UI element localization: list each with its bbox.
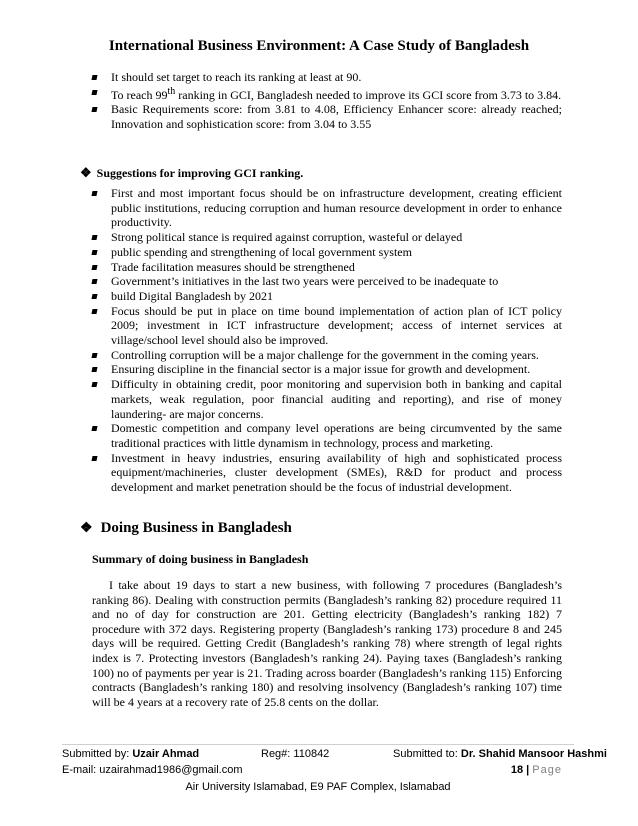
list-item-text: Investment in heavy industries, ensuring availability of high and sophisticated process equipment/machineries, cluster development (SMEs), R&D for product and process development and market penetration should be the focus of industrial development. (111, 450, 562, 495)
page-separator: | (526, 764, 530, 776)
footer-page-number (511, 764, 562, 776)
list-item-text: Strong political stance is required against corruption, wasteful or delayed (111, 230, 463, 245)
list-item-text: It should set target to reach its ranking at least at 90. (111, 70, 362, 84)
bullet-icon (91, 456, 97, 461)
bullet-icon (91, 309, 97, 314)
list-item (92, 362, 562, 377)
footer-institution: Air University Islamabad, E9 PAF Complex, Islamabad (185, 781, 451, 793)
submitted-by-label: Submitted by: (62, 748, 130, 760)
list-item (92, 304, 562, 348)
footer-email: E-mail: uzairahmad1986@gmail.com (62, 764, 243, 776)
footer-reg: Reg#: 110842 (261, 748, 330, 760)
list-item-text: Domestic competition and company level operations are being circumvented by the same traditional practices with little dynamism in technology, process and marketing. (111, 421, 562, 450)
section-heading-text: Doing Business in Bangladesh (100, 520, 292, 536)
page-word: Page (532, 764, 562, 776)
section-heading-doing-business (80, 520, 292, 537)
bullet-icon (91, 294, 97, 299)
list-item (92, 245, 562, 260)
list-item (92, 70, 562, 85)
list-item-text: First and most important focus should be on infrastructure development, creating efficient public institutions, reducing corruption and human resource development in order to enhance productivity. (111, 186, 562, 230)
list-item-text: Basic Requirements score: from 3.81 to 4.08, Efficiency Enhancer score: already reached; Innovation and sophistication score: from 3.04 to 3.55 (111, 102, 562, 132)
list-item-text-start: To reach 99 (111, 87, 168, 102)
bullet-icon (91, 382, 97, 387)
list-item (92, 230, 562, 245)
list-item-text: Difficulty in obtaining credit, poor monitoring and supervision both in banking and capital markets, weak regulation, poor financial auditing and reporting), and rise of money laundering- are major concerns. (111, 377, 562, 421)
gci-target-list (92, 70, 562, 132)
list-item (92, 102, 562, 131)
footer-submission-line (62, 748, 607, 762)
list-item-text: build Digital Bangladesh by 2021 (111, 288, 273, 303)
list-item-text: Controlling corruption will be a major challenge for the government in the coming years. (111, 347, 539, 362)
submitted-to-label: Submitted to: (393, 748, 458, 760)
list-item (92, 421, 562, 450)
list-item (92, 451, 562, 495)
footer-divider (62, 744, 574, 745)
footer-submitted-by (62, 748, 199, 760)
submitted-to-name: Dr. Shahid Mansoor Hashmi (460, 748, 607, 760)
list-item (92, 260, 562, 275)
bullet-icon (91, 367, 97, 372)
list-item (92, 85, 562, 103)
bullet-icon (91, 426, 97, 431)
bullet-icon (91, 279, 97, 284)
list-item-text: Focus should be put in place on time bound implementation of action plan of ICT policy 2009; investment in ICT infrastructure development; access of internet services at village/school level should also be improved. (111, 303, 562, 348)
ordinal-superscript: th (167, 85, 176, 97)
bullet-icon (91, 107, 97, 112)
list-item (92, 348, 562, 363)
list-item-text: Government’s initiatives in the last two years were perceived to be inadequate to (111, 274, 499, 289)
bullet-icon (91, 90, 97, 95)
list-item (92, 186, 562, 230)
subsection-heading: Summary of doing business in Bangladesh (92, 552, 309, 566)
list-item-text: public spending and strengthening of local government system (111, 244, 412, 259)
diamond-bullet-icon: ❖ (80, 521, 93, 536)
footer-submitted-to (393, 748, 607, 760)
bullet-icon (91, 353, 97, 358)
submitted-by-name: Uzair Ahmad (132, 748, 200, 760)
bullet-icon (91, 191, 97, 196)
section-heading-text: Suggestions for improving GCI ranking. (96, 166, 304, 180)
diamond-bullet-icon: ❖ (80, 165, 92, 180)
bullet-icon (91, 265, 97, 270)
list-item (92, 289, 562, 304)
doing-business-paragraph: I take about 19 days to start a new business, with following 7 procedures (Bangladesh’s ranking 86). Dealing with construction permits (Bangladesh’s ranking 82) procedure required 11 and no of day for construction are 201. Getting electricity (Bangladesh’s ranking 182) 7 procedure with 372 days. Registering property (Bangladesh’s ranking 173) procedure 8 and 245 days will be required. Getting Credit (Bangladesh’s ranking 78) where strength of legal rights index is 7. Protecting investors (Bangladesh’s ranking 24). Paying taxes (Bangladesh’s ranking 100) no of payments per year is 21. Trading across boarder (Bangladesh’s ranking 115) Enforcing contracts (Bangladesh’s ranking 180) and resolving insolvency (Bangladesh’s ranking 107) time will be 4 years at a recovery rate of 25.8 cents on the dollar. (92, 578, 562, 709)
bullet-icon (91, 250, 97, 255)
bullet-icon (91, 75, 97, 80)
page-header-title: International Business Environment: A Case Study of Bangladesh (108, 38, 530, 54)
list-item (92, 274, 562, 289)
list-item-text-end: ranking in GCI, Bangladesh needed to improve its GCI score from 3.73 to 3.84. (175, 87, 562, 102)
list-item (92, 377, 562, 421)
bullet-icon (91, 235, 97, 240)
footer-email-line (62, 764, 574, 778)
suggestions-list (92, 186, 562, 495)
list-item-text: Ensuring discipline in the financial sector is a major issue for growth and development. (111, 362, 531, 377)
list-item-text (111, 85, 562, 102)
list-item-text: Trade facilitation measures should be strengthened (111, 259, 355, 274)
section-heading-suggestions (80, 165, 303, 181)
page-number: 18 (510, 764, 524, 776)
